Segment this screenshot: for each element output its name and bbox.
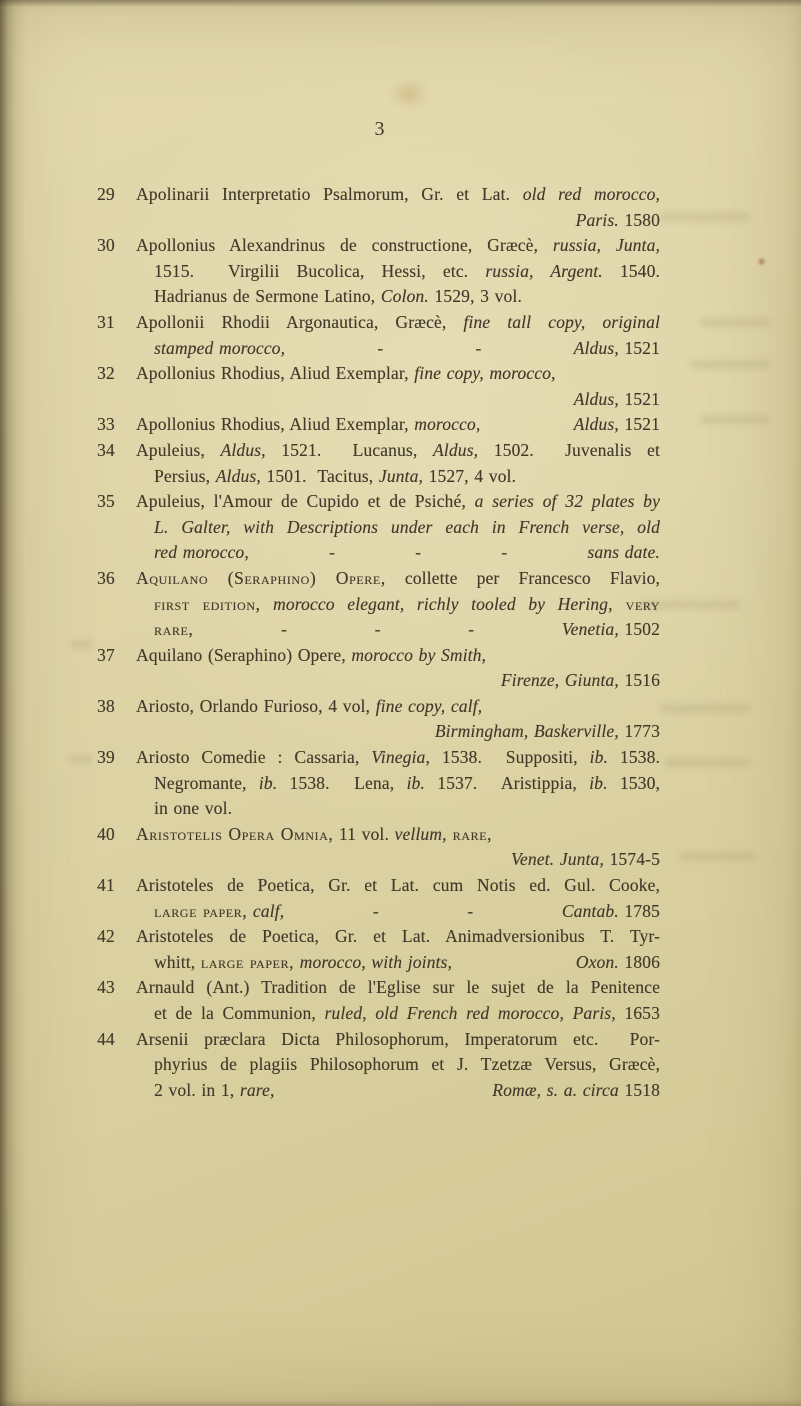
entry-line [97, 1052, 660, 1078]
entry-line [97, 540, 660, 566]
text-segment: 1653 [615, 1003, 660, 1023]
catalog-entry-36 [97, 566, 660, 643]
text-segment: et de la Communion, [154, 1003, 325, 1023]
text-segment: Birmingham, Baskerville, [434, 721, 619, 742]
paper-speck [757, 257, 766, 266]
text-segment: 1521 [618, 337, 660, 358]
text-segment: fine copy, calf, [375, 695, 483, 716]
entry-line [97, 515, 660, 541]
text-segment: Ariosto, Orlando Furioso, 4 vol, [136, 695, 376, 716]
catalog-entry-30 [97, 233, 660, 310]
lot-number: 33 [97, 414, 115, 435]
showthrough-mark [660, 704, 750, 713]
text-segment: Negromante, [154, 772, 259, 793]
text-segment: russia, Argent. [485, 260, 603, 281]
showthrough-mark [700, 318, 770, 327]
text-segment: 1501. Tacitus, [260, 465, 379, 486]
text-segment: Aldus, [220, 439, 266, 460]
line-left-part [154, 617, 193, 643]
entry-line [97, 1078, 660, 1104]
catalog-entry-44 [97, 1027, 660, 1104]
showthrough-mark [680, 852, 755, 861]
lot-number: 43 [97, 977, 115, 998]
spacing-dash: - [374, 619, 381, 640]
text-segment: 2 vol. in 1, [154, 1079, 240, 1100]
text-segment: fine tall copy, original [463, 311, 660, 332]
entry-line [97, 822, 660, 848]
entry-line [97, 643, 660, 669]
text-segment: Apolinarii Interpretatio Psalmorum, Gr. et Lat. [136, 184, 523, 204]
catalog-entry-42 [97, 924, 660, 975]
text-segment: Hadrianus de Sermone Latino, [154, 286, 381, 307]
line-left-part [154, 336, 285, 362]
text-segment: 1580 [618, 209, 660, 230]
page-bottom-edge-shadow [0, 1400, 801, 1406]
text-segment: fine copy, morocco, [414, 363, 556, 384]
text-segment: 1529, 3 vol. [428, 286, 522, 307]
text-segment: Aldus, [215, 465, 261, 486]
line-left-part [154, 950, 452, 976]
text-segment: first edition, [154, 593, 261, 614]
text-segment: morocco, [414, 414, 481, 435]
text-segment: Colon. [380, 286, 429, 307]
text-segment: 1540. [602, 260, 661, 281]
entry-line [97, 182, 660, 208]
lot-number: 35 [97, 491, 115, 512]
entry-line [97, 233, 660, 259]
entry-line [97, 719, 660, 745]
text-segment: large paper, [200, 951, 295, 972]
imprint-text [574, 336, 660, 362]
lot-number: 30 [97, 235, 115, 256]
entry-line [97, 438, 660, 464]
text-segment: collette per Francesco Flavio, [385, 567, 660, 588]
lot-number: 37 [97, 644, 115, 665]
page-gutter-shadow [0, 0, 26, 1406]
text-segment: red morocco, [154, 542, 249, 563]
text-segment: 1530, [607, 772, 660, 793]
entry-line [97, 668, 660, 694]
entry-line [97, 899, 660, 925]
lot-number: 44 [97, 1028, 115, 1049]
text-segment: very [612, 593, 660, 614]
page-number: 3 [374, 118, 386, 140]
text-segment: Venet. Junta, [511, 849, 604, 870]
spacing-dash: - [415, 542, 422, 563]
catalog-entry-34 [97, 438, 660, 489]
text-segment: Venetia, [561, 619, 619, 640]
spacing-dash: - [280, 619, 287, 640]
text-segment: rare, [239, 1079, 275, 1100]
text-segment: 1502 [618, 619, 660, 640]
text-segment: large paper, [154, 900, 248, 921]
text-segment: russia, Junta, [552, 235, 660, 256]
catalog-entry-41 [97, 873, 660, 924]
text-segment: Vinegia, [371, 747, 430, 768]
text-segment: rare, [446, 823, 493, 844]
text-segment: Apollonius Alexandrinus de constructione, Græcè, [136, 235, 553, 256]
lot-list [97, 182, 660, 1103]
text-segment: Apuleius, l'Amour de Cupido et de Psiché, [136, 491, 475, 512]
text-segment: 1515. Virgilii Bucolica, Hessi, etc. [154, 260, 486, 281]
showthrough-mark [690, 360, 770, 369]
text-segment: morocco elegant, richly tooled by Hering, [260, 593, 613, 614]
text-segment: ib. [406, 772, 425, 793]
text-segment: Apollonius Rhodius, Aliud Exemplar, [136, 414, 415, 435]
text-segment: Aldus, [573, 388, 619, 409]
lot-number: 42 [97, 926, 115, 947]
text-segment: Ariosto Comedie : Cassaria, [136, 747, 372, 768]
text-segment: Cantab. [561, 900, 619, 921]
entry-line [97, 336, 660, 362]
text-segment: Junta, [378, 465, 423, 486]
text-segment: 1516 [618, 670, 660, 691]
lot-number: 31 [97, 311, 115, 332]
catalog-entry-37 [97, 643, 660, 694]
entry-line [97, 259, 660, 285]
text-segment: Aldus, [573, 414, 619, 435]
text-segment: vellum, [394, 823, 447, 844]
showthrough-mark [700, 415, 770, 424]
imprint-text [576, 950, 660, 976]
catalog-entry-32 [97, 361, 660, 412]
lot-number: 32 [97, 363, 115, 384]
text-segment: 1574-5 [603, 849, 660, 870]
text-segment: 1773 [618, 721, 660, 742]
text-segment: Romæ, s. a. circa [492, 1079, 619, 1100]
text-segment: phyrius de plagiis Philosophorum et J. Tzetzæ Versus, Græcè, [154, 1054, 660, 1075]
text-segment: Aldus, [573, 337, 619, 358]
text-segment: morocco by Smith, [351, 644, 487, 665]
line-left-part [136, 412, 480, 438]
entry-line [97, 310, 660, 336]
imprint-text [492, 1078, 660, 1104]
text-segment: 1538. Suppositi, [429, 747, 590, 768]
spacing-dash: - [377, 337, 384, 358]
lot-number: 40 [97, 823, 115, 844]
text-segment: stamped morocco, [154, 337, 286, 358]
showthrough-mark [665, 758, 750, 767]
text-segment: Arsenii præclara Dicta Philosophorum, Imperatorum etc. Por- [136, 1028, 660, 1049]
text-segment: 1538. [608, 747, 661, 768]
text-segment: ib. [258, 772, 278, 793]
text-segment: Aldus, [432, 439, 479, 460]
text-segment: Paris. [575, 209, 619, 230]
line-left-part [154, 540, 249, 566]
spacing-dash: - [475, 337, 482, 358]
spacing-dash: - [329, 542, 335, 563]
text-segment: 1537. Aristippia, [424, 772, 590, 793]
entry-line [97, 873, 660, 899]
text-segment: 1518 [618, 1079, 660, 1100]
text-segment: ib. [589, 747, 609, 768]
text-segment: 11 vol. [333, 823, 395, 844]
text-segment: in one vol. [154, 798, 233, 819]
text-segment: a series of 32 plates by [474, 491, 660, 512]
line-left-part [154, 1078, 275, 1104]
entry-line [97, 771, 660, 797]
text-segment: 1521 [618, 388, 660, 409]
entry-line [97, 745, 660, 771]
text-segment: 1521 [618, 414, 660, 435]
paper-stain [388, 78, 430, 110]
entry-line [97, 592, 660, 618]
entry-line [97, 387, 660, 413]
entry-line [97, 284, 660, 310]
text-segment: rare, [154, 619, 194, 640]
catalog-entry-38 [97, 694, 660, 745]
text-segment: Persius, [154, 465, 216, 486]
showthrough-mark [70, 640, 92, 649]
entry-line [97, 208, 660, 234]
entry-line [97, 566, 660, 592]
entry-line [97, 617, 660, 643]
text-segment: Aristoteles de Poetica, Gr. et Lat. Animadversionibus T. Tyr- [136, 926, 660, 947]
text-segment: Arnauld (Ant.) Tradition de l'Eglise sur le sujet de la Penitence [136, 977, 660, 998]
text-segment: old red morocco, [522, 184, 661, 204]
text-segment: Apollonius Rhodius, Aliud Exemplar, [136, 363, 415, 384]
entry-line [97, 464, 660, 490]
entry-line [97, 847, 660, 873]
text-segment: Apuleius, [136, 439, 221, 460]
imprint-text [574, 412, 660, 438]
lot-number: 36 [97, 567, 115, 588]
text-segment: Aquilano (Seraphino) Opere, [136, 567, 386, 588]
text-segment: sans date. [587, 542, 660, 563]
entry-line [97, 950, 660, 976]
imprint-text [587, 540, 660, 566]
imprint-text [562, 899, 660, 925]
text-segment: ruled, old French red morocco, Paris, [324, 1003, 616, 1023]
text-segment: Oxon. [575, 951, 619, 972]
line-left-part [154, 899, 284, 925]
text-segment: Firenze, Giunta, [500, 670, 619, 691]
entry-line [97, 975, 660, 1001]
lot-number: 34 [97, 439, 115, 460]
catalog-entry-39 [97, 745, 660, 822]
spacing-dash: - [467, 900, 474, 921]
imprint-text [562, 617, 660, 643]
text-segment: 1538. Lena, [277, 772, 407, 793]
spacing-dash: - [468, 619, 475, 640]
entry-line [97, 1027, 660, 1053]
text-segment: 1521. Lucanus, [265, 439, 433, 460]
spacing-dash: - [372, 900, 379, 921]
lot-number: 29 [97, 184, 115, 204]
entry-line [97, 489, 660, 515]
catalog-entry-29 [97, 182, 660, 233]
entry-line [97, 361, 660, 387]
text-segment: L. Galter, with Descriptions under each in French verse, old [154, 516, 660, 537]
text-segment: 1806 [618, 951, 660, 972]
entry-line [97, 1001, 660, 1027]
entry-line [97, 412, 660, 438]
text-segment: Apollonii Rhodii Argonautica, Græcè, [136, 311, 464, 332]
catalog-entry-35 [97, 489, 660, 566]
entry-line [97, 924, 660, 950]
catalog-entry-43 [97, 975, 660, 1026]
catalog-entry-31 [97, 310, 660, 361]
catalog-entry-40 [97, 822, 660, 873]
text-segment: calf, [247, 900, 285, 921]
text-segment: 1785 [618, 900, 660, 921]
lot-number: 38 [97, 695, 115, 716]
lot-number: 39 [97, 747, 115, 768]
text-segment: Aristotelis Opera Omnia, [136, 823, 334, 844]
page-top-edge-shadow [0, 0, 801, 7]
text-segment: morocco, with joints, [294, 951, 453, 972]
text-segment: Aquilano (Seraphino) Opere, [136, 644, 352, 665]
text-segment: 1527, 4 vol. [423, 465, 517, 486]
lot-number: 41 [97, 875, 115, 896]
entry-line [97, 694, 660, 720]
showthrough-mark [70, 755, 92, 764]
text-segment: 1502. Juvenalis et [478, 439, 660, 460]
text-segment: whitt, [154, 951, 201, 972]
text-segment: Aristoteles de Poetica, Gr. et Lat. cum Notis ed. Gul. Cooke, [136, 875, 660, 896]
text-segment: ib. [589, 772, 608, 793]
showthrough-mark [660, 212, 750, 222]
entry-line [97, 796, 660, 822]
catalog-entry-33 [97, 412, 660, 438]
spacing-dash: - [501, 542, 508, 563]
